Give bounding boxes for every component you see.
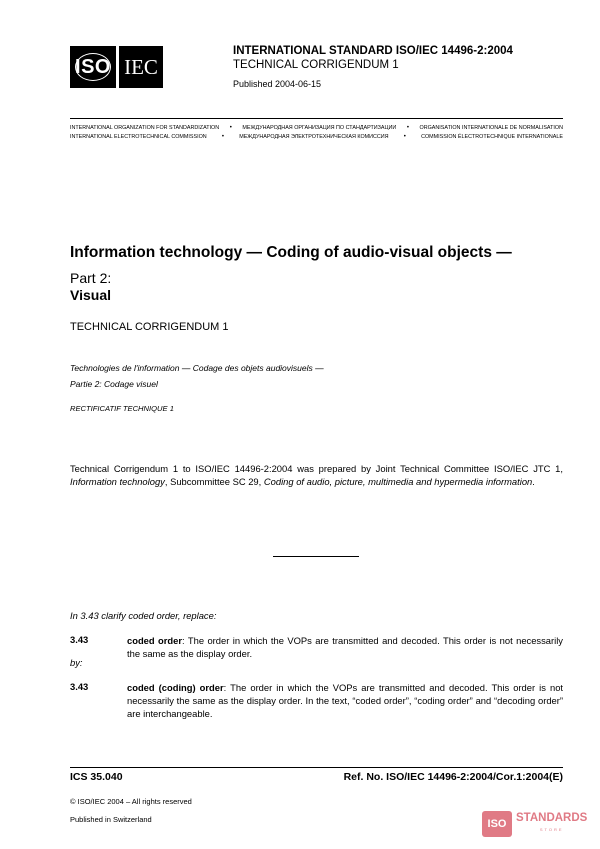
org-iso-ru: МЕЖДУНАРОДНАЯ ОРГАНИЗАЦИЯ ПО СТАНДАРТИЗАЦИИ xyxy=(242,125,397,131)
part-name: Visual xyxy=(70,287,111,303)
iso-standards-store-stamp xyxy=(482,811,587,837)
french-tc: RECTIFICATIF TECHNIQUE 1 xyxy=(70,404,174,413)
org-iec-fr: COMMISSION ÉLECTROTECHNIQUE INTERNATIONALE xyxy=(421,134,563,140)
org-row-2 xyxy=(70,134,563,140)
stamp-iso: ISO xyxy=(482,811,512,837)
top-rule xyxy=(70,118,563,119)
separator: • xyxy=(406,125,409,131)
clarify-instruction: In 3.43 clarify coded order, replace: xyxy=(70,610,217,621)
iso-iec-logo xyxy=(70,46,163,88)
entry-number: 3.43 xyxy=(70,681,89,692)
standard-number: INTERNATIONAL STANDARD ISO/IEC 14496-2:2004 xyxy=(233,45,513,57)
footer-rule xyxy=(70,767,563,768)
org-row-1 xyxy=(70,125,563,131)
stamp-word: STANDARDS STORE xyxy=(516,812,588,832)
org-iec-en: INTERNATIONAL ELECTROTECHNICAL COMMISSION xyxy=(70,134,207,140)
entry-original: coded order: The order in which the VOPs are transmitted and decoded. This order is not necessarily the same as the display order. xyxy=(127,635,563,659)
iec-logo: IEC xyxy=(119,46,163,88)
reference-number: Ref. No. ISO/IEC 14496-2:2004/Cor.1:2004(E) xyxy=(343,771,563,783)
copyright: © ISO/IEC 2004 – All rights reserved xyxy=(70,797,192,806)
french-part: Partie 2: Codage visuel xyxy=(70,379,158,389)
entry-replacement: coded (coding) order: The order in which the VOPs are transmitted and decoded. This order is not necessarily the same as the display order. In the text, “coded order”, “coding order” and “decoding order” are interchangeable. xyxy=(127,682,564,719)
ics-code: ICS 35.040 xyxy=(70,771,123,783)
org-iec-ru: МЕЖДУНАРОДНАЯ ЭЛЕКТРОТЕХНИЧЕСКАЯ КОМИССИЯ xyxy=(239,134,389,140)
technical-corrigendum-heading: TECHNICAL CORRIGENDUM 1 xyxy=(70,321,229,333)
iso-logo: ISO xyxy=(70,46,116,88)
separator: • xyxy=(229,125,232,131)
document-title: Information technology — Coding of audio-visual objects — xyxy=(70,244,512,261)
corrigendum-label: TECHNICAL CORRIGENDUM 1 xyxy=(233,59,399,71)
org-iso-fr: ORGANISATION INTERNATIONALE DE NORMALISATION xyxy=(419,125,563,131)
intro-paragraph: Technical Corrigendum 1 to ISO/IEC 14496-2:2004 was prepared by Joint Technical Committee ISO/IEC JTC 1, Information technology, Subcommittee SC 29, Coding of audio, picture, multimedia and hypermedia information. xyxy=(70,463,563,488)
separator: • xyxy=(221,134,224,140)
section-divider xyxy=(273,556,359,557)
by-label: by: xyxy=(70,657,83,668)
french-title: Technologies de l'information — Codage des objets audiovisuels — xyxy=(70,363,324,373)
published-date: Published 2004-06-15 xyxy=(233,79,322,89)
org-iso-en: INTERNATIONAL ORGANIZATION FOR STANDARDIZATION xyxy=(70,125,220,131)
entry-number: 3.43 xyxy=(70,634,89,645)
separator: • xyxy=(403,134,406,140)
part-label: Part 2: xyxy=(70,270,112,286)
published-in: Published in Switzerland xyxy=(70,815,152,824)
